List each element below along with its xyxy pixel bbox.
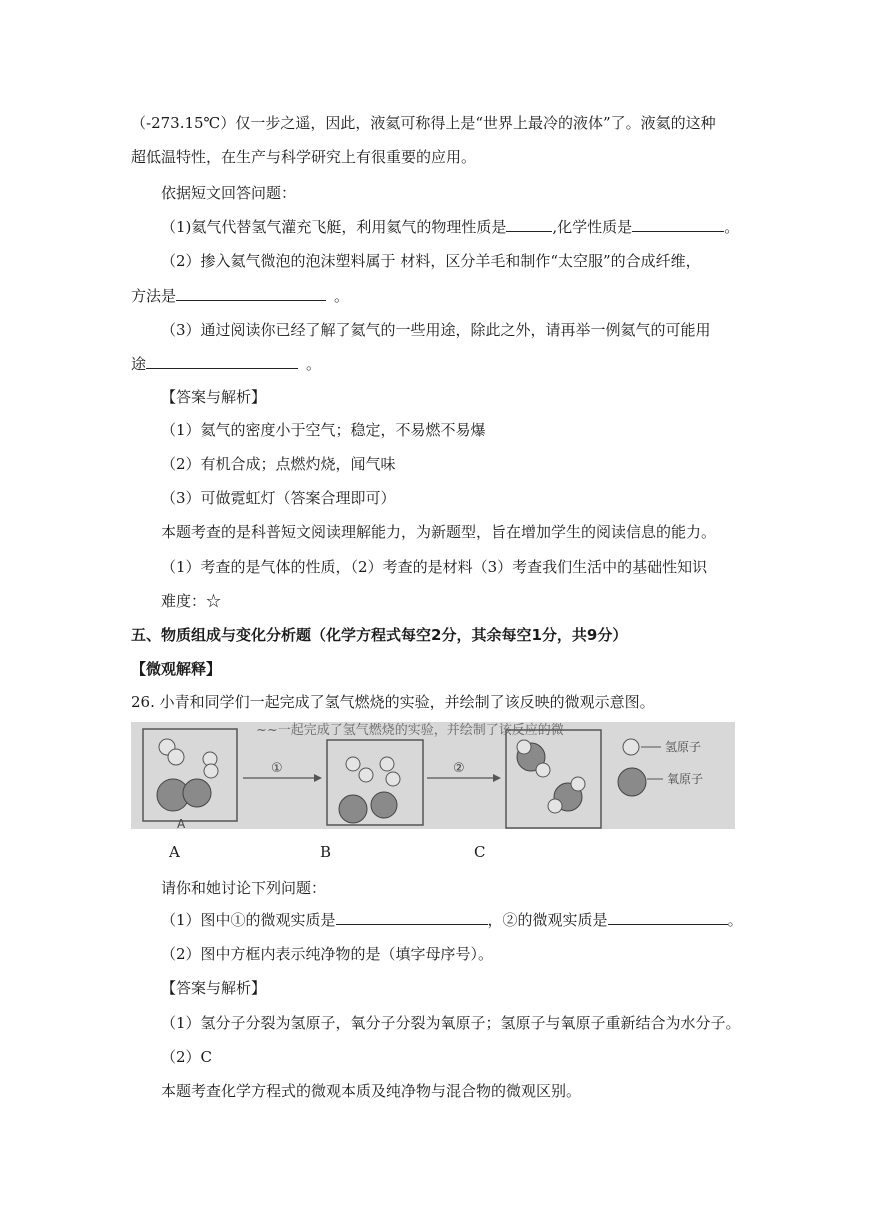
section-5-subtitle: 【微观解释】 bbox=[131, 660, 222, 678]
figure-label-a: A bbox=[169, 843, 180, 861]
q26-sub1-text-b: ，②的微观实质是 bbox=[487, 911, 608, 929]
q26-sub1-text-a: （1）图中①的微观实质是 bbox=[161, 911, 336, 929]
legend-oxygen-atom bbox=[618, 768, 646, 796]
q26-sub1-blank-2[interactable] bbox=[608, 910, 728, 925]
q25-sub2-blank[interactable] bbox=[176, 286, 326, 301]
q25-sub2-line1: （2）掺入氦气微泡的泡沫塑料属于 材料，区分羊毛和制作“太空服”的合成纤维， bbox=[161, 252, 701, 270]
q25-sub3-line2 bbox=[131, 354, 321, 374]
q26-sub1 bbox=[161, 910, 743, 930]
q25-answer-3: （3）可做霓虹灯（答案合理即可） bbox=[161, 489, 396, 507]
q26-answer-1: （1）氢分子分裂为氢原子，氧分子分裂为氧原子；氢原子与氧原子重新结合为水分子。 bbox=[161, 1014, 741, 1032]
q25-analysis-1: 本题考查的是科普短文阅读理解能力，为新题型，旨在增加学生的阅读信息的能力。 bbox=[161, 523, 717, 541]
q25-answer-header: 【答案与解析】 bbox=[161, 388, 267, 406]
figure-label-b: B bbox=[320, 843, 332, 861]
section-5-title: 五、物质组成与变化分析题（化学方程式每空2分，其余每空1分，共9分） bbox=[131, 626, 628, 644]
q25-prompt: 依据短文回答问题： bbox=[161, 184, 297, 202]
q25-analysis-2: （1）考查的是气体的性质，（2）考查的是材料（3）考查我们生活中的基础性知识 bbox=[161, 558, 708, 576]
q26-sub2: （2）图中方框内表示纯净物的是（填字母序号）。 bbox=[161, 945, 494, 963]
q25-sub2-line2 bbox=[131, 286, 349, 306]
arrow-1-label: ① bbox=[271, 761, 283, 776]
q25-sub3-end: 。 bbox=[306, 355, 322, 373]
intro-line-1: （-273.15℃）仅一步之遥，因此，液氦可称得上是“世界上最冷的液体”了。液氦的这种 bbox=[131, 114, 716, 132]
q26-answer-header: 【答案与解析】 bbox=[161, 979, 267, 997]
q26-sub1-blank-1[interactable] bbox=[336, 910, 488, 925]
figure-label-c: C bbox=[474, 843, 486, 861]
q25-difficulty: 难度：☆ bbox=[161, 592, 222, 610]
q25-sub3-text-b: 途 bbox=[131, 355, 147, 373]
q26-answer-2: （2）C bbox=[161, 1048, 213, 1066]
q25-sub1-blank-physical[interactable] bbox=[506, 217, 552, 232]
q25-answer-2: （2）有机合成；点燃灼烧，闻气味 bbox=[161, 455, 396, 473]
q25-sub1-text-b: ,化学性质是 bbox=[552, 218, 633, 236]
arrow-2-label: ② bbox=[453, 761, 465, 776]
q26-prompt: 请你和她讨论下列问题： bbox=[161, 879, 327, 897]
q25-answer-1: （1）氦气的密度小于空气；稳定，不易燃不易爆 bbox=[161, 421, 486, 439]
q26-analysis: 本题考查化学方程式的微观本质及纯净物与混合物的微观区别。 bbox=[161, 1082, 582, 1100]
figure-scan-header-text: ~~一起完成了氢气燃烧的实验，并绘制了该反应的微 bbox=[256, 723, 564, 738]
q25-sub2-end: 。 bbox=[334, 287, 350, 305]
box-a-label: A bbox=[177, 817, 186, 829]
q25-sub3-line1: （3）通过阅读你已经了解了氦气的一些用途，除此之外，请再举一例氦气的可能用 bbox=[161, 321, 711, 339]
reaction-diagram-figure bbox=[131, 722, 735, 829]
legend-oxygen-label: 氧原子 bbox=[667, 772, 704, 786]
q25-sub2-text-b: 方法是 bbox=[131, 287, 177, 305]
q26-sub1-end: 。 bbox=[727, 911, 743, 929]
q25-sub1 bbox=[161, 217, 739, 237]
q25-sub1-text-a: （1)氦气代替氢气灌充飞艇，利用氦气的物理性质是 bbox=[161, 218, 507, 236]
q25-sub1-blank-chemical[interactable] bbox=[632, 217, 724, 232]
intro-line-2: 超低温特性，在生产与科学研究上有很重要的应用。 bbox=[131, 148, 477, 166]
q25-sub1-end: 。 bbox=[724, 218, 740, 236]
q26-stem: 26. 小青和同学们一起完成了氢气燃烧的实验，并绘制了该反映的微观示意图。 bbox=[131, 693, 655, 711]
legend-hydrogen-atom bbox=[623, 739, 639, 755]
legend-hydrogen-label: 氢原子 bbox=[665, 740, 702, 754]
q25-sub3-blank[interactable] bbox=[146, 354, 298, 369]
